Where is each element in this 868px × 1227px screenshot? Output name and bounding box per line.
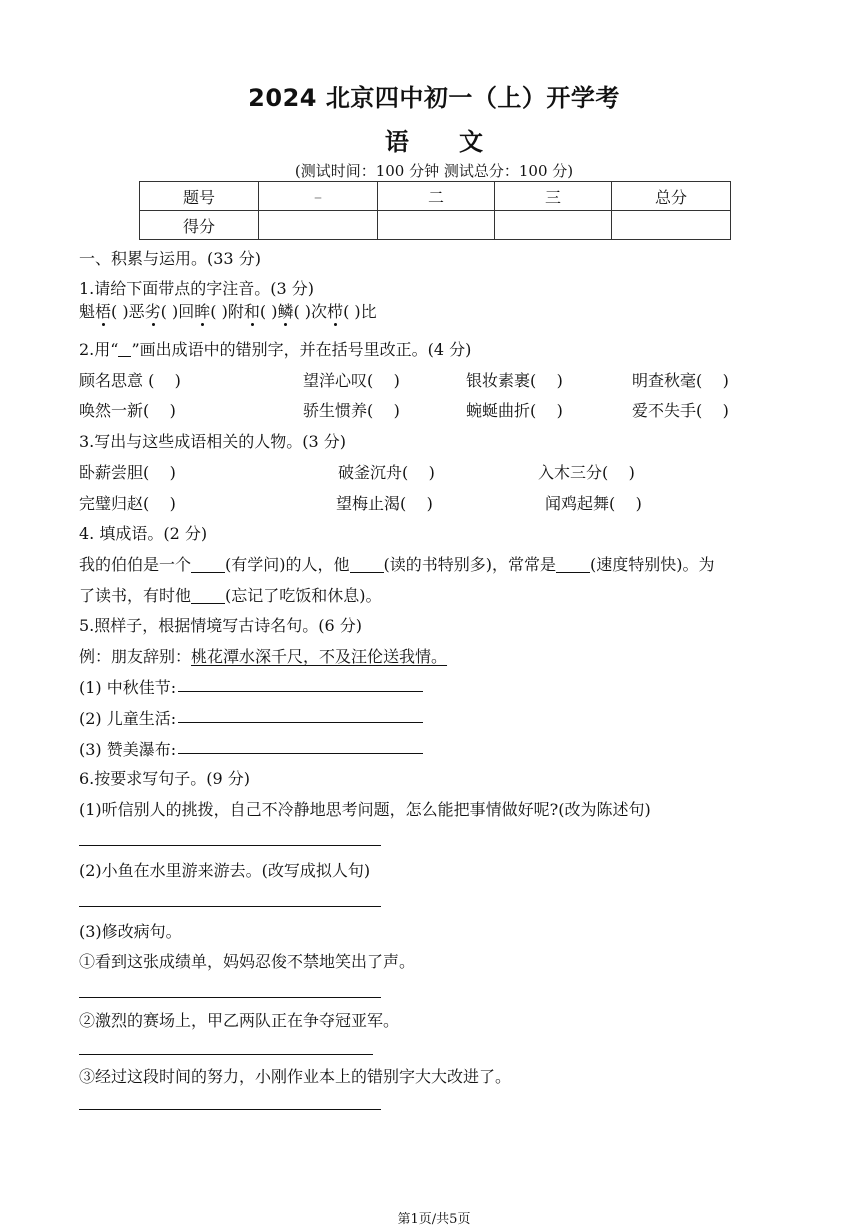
table-cell: –: [259, 182, 378, 211]
idiom-person-item[interactable]: 完璧归赵( ): [79, 494, 176, 513]
table-cell: 二: [378, 182, 495, 211]
table-cell: 题号: [140, 182, 259, 211]
answer-line[interactable]: [178, 722, 423, 723]
pinyin-item[interactable]: 附和( ): [228, 302, 278, 321]
page-number: 第1页/共5页: [397, 1212, 471, 1227]
answer-line[interactable]: [178, 753, 423, 754]
question-5-prompt: 5.照样子，根据情境写古诗名句。(6 分): [79, 616, 363, 635]
answer-line[interactable]: [79, 906, 381, 907]
answer-line[interactable]: [79, 1054, 373, 1055]
answer-line[interactable]: [178, 691, 423, 692]
idiom-person-item[interactable]: 破釜沉舟( ): [338, 463, 435, 482]
score-input-cell[interactable]: [259, 211, 378, 240]
question-6-prompt: 6.按要求写句子。(9 分): [79, 769, 251, 788]
idiom-person-item[interactable]: 闻鸡起舞( ): [545, 494, 642, 513]
idiom-item[interactable]: 望洋心叹( ): [303, 371, 400, 390]
poem-item-label: (1) 中秋佳节:: [79, 678, 177, 697]
question-2-prompt: 2.用“ ”画出成语中的错别字，并在括号里改正。(4 分): [79, 340, 472, 359]
idiom-item[interactable]: 骄生惯养( ): [303, 401, 400, 420]
poem-item-label: (2) 儿童生活:: [79, 709, 177, 728]
pinyin-item[interactable]: 鳞( ): [277, 302, 311, 321]
pinyin-item: 比: [360, 302, 377, 321]
idiom-item[interactable]: 蜿蜒曲折( ): [466, 401, 563, 420]
underline-sample: [118, 340, 131, 357]
correction-sentence: ②激烈的赛场上，甲乙两队正在争夺冠亚军。: [79, 1011, 400, 1030]
question-4-line-2: 了读书，有时他 (忘记了吃饭和休息)。: [79, 586, 382, 605]
answer-blank[interactable]: [350, 556, 384, 573]
idiom-person-item[interactable]: 入木三分( ): [538, 463, 635, 482]
table-cell: 三: [495, 182, 612, 211]
table-cell: 总分: [612, 182, 731, 211]
idiom-item[interactable]: 银妆素裹( ): [466, 371, 563, 390]
answer-blank[interactable]: [191, 556, 225, 573]
sentence-task: (3)修改病句。: [79, 922, 182, 941]
correction-sentence: ①看到这张成绩单，妈妈忍俊不禁地笑出了声。: [79, 952, 416, 971]
question-4-line-1: 我的伯伯是一个 (有学问)的人，他 (读的书特别多)，常常是 (速度特别快)。为: [79, 555, 715, 574]
subject-title: 语 文: [384, 128, 484, 156]
idiom-person-item[interactable]: 卧薪尝胆( ): [79, 463, 176, 482]
pinyin-item[interactable]: 魁梧( ): [79, 302, 129, 321]
score-table-header-row: [140, 182, 731, 211]
question-5-example: 例：朋友辞别：桃花潭水深千尺，不及汪伦送我情。: [79, 647, 448, 666]
score-table-score-row: [140, 211, 731, 240]
pinyin-item[interactable]: 恶劣( ): [129, 302, 179, 321]
idiom-item[interactable]: 明查秋毫( ): [632, 371, 729, 390]
idiom-person-item[interactable]: 望梅止渴( ): [336, 494, 433, 513]
correction-sentence: ③经过这段时间的努力，小刚作业本上的错别字大大改进了。: [79, 1067, 512, 1086]
question-1-items: [79, 299, 377, 322]
pinyin-item[interactable]: 次栉( ): [311, 302, 361, 321]
pinyin-item[interactable]: 回眸( ): [178, 302, 228, 321]
answer-line[interactable]: [79, 997, 381, 998]
score-input-cell[interactable]: [495, 211, 612, 240]
sentence-task: (2)小鱼在水里游来游去。(改写成拟人句): [79, 861, 371, 880]
answer-line[interactable]: [79, 1109, 381, 1110]
idiom-item[interactable]: 爱不失手( ): [632, 401, 729, 420]
answer-blank[interactable]: [191, 587, 225, 604]
question-4-prompt: 4. 填成语。(2 分): [79, 524, 208, 543]
idiom-item[interactable]: 唤然一新( ): [79, 401, 176, 420]
question-3-prompt: 3.写出与这些成语相关的人物。(3 分): [79, 432, 347, 451]
score-input-cell[interactable]: [612, 211, 731, 240]
score-table: [139, 181, 731, 240]
table-cell: 得分: [140, 211, 259, 240]
exam-title: 2024 北京四中初一（上）开学考: [248, 84, 620, 112]
question-1-prompt: 1.请给下面带点的字注音。(3 分): [79, 279, 315, 298]
answer-blank[interactable]: [556, 556, 590, 573]
sentence-task: (1)听信别人的挑拨，自己不冷静地思考问题，怎么能把事情做好呢?(改为陈述句): [79, 800, 651, 819]
score-input-cell[interactable]: [378, 211, 495, 240]
answer-line[interactable]: [79, 845, 381, 846]
exam-meta: (测试时间：100 分钟 测试总分：100 分): [294, 162, 574, 180]
poem-item-label: (3) 赞美瀑布:: [79, 740, 177, 759]
example-answer: 桃花潭水深千尺，不及汪伦送我情。: [191, 647, 448, 666]
section-heading: 一、积累与运用。(33 分): [79, 249, 261, 268]
idiom-item[interactable]: 顾名思意 ( ): [79, 371, 181, 390]
